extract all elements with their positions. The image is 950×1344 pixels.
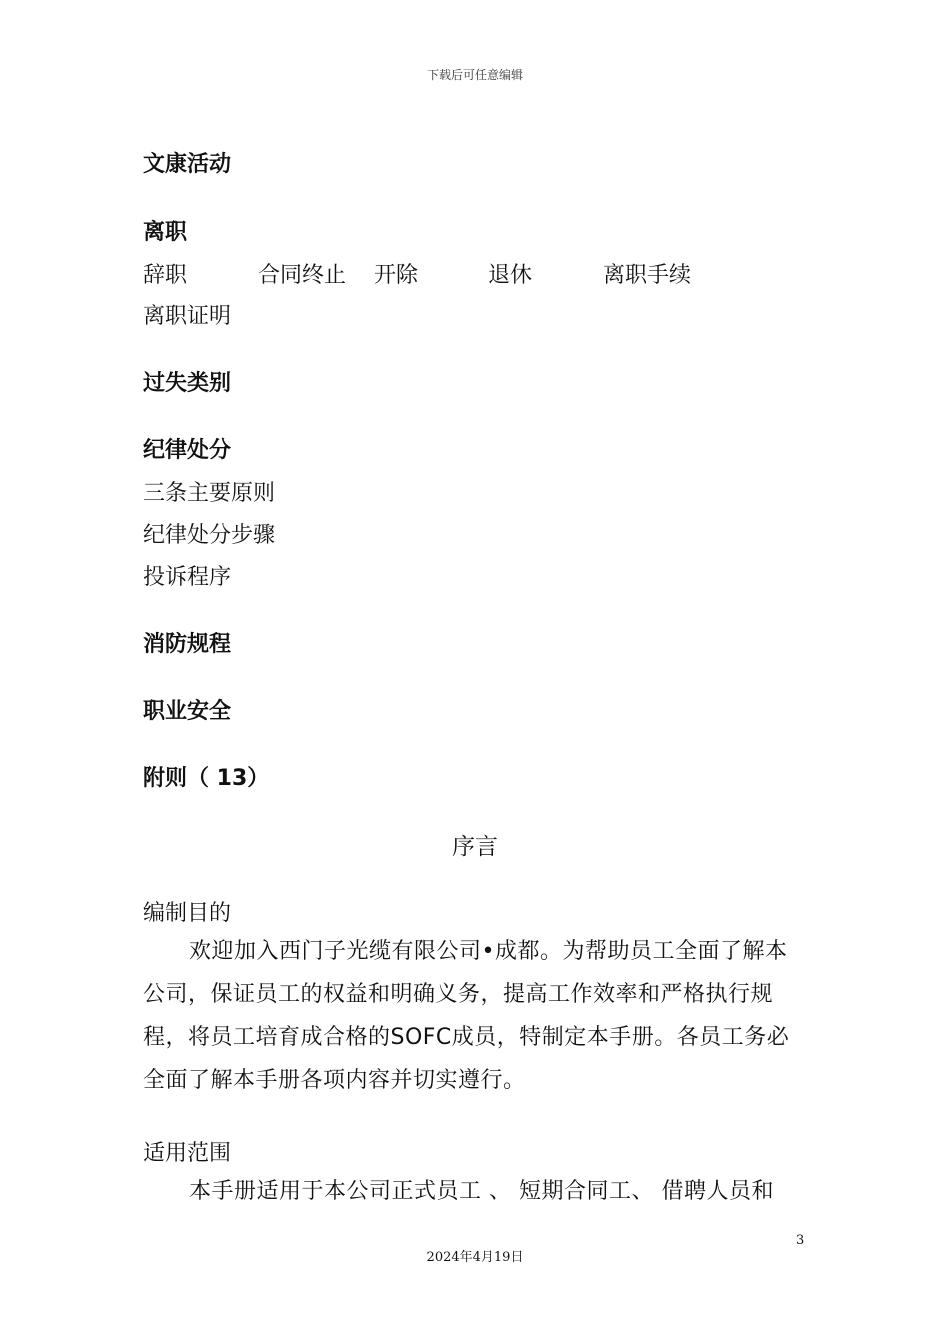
toc-item-yuanze: 三条主要原则: [143, 481, 276, 506]
toc-heading-wenkang: 文康活动: [143, 152, 232, 177]
toc-item-kaichu: 开除: [374, 263, 419, 288]
page-number: 3: [796, 1233, 805, 1248]
toc-item-tuixiu: 退休: [488, 263, 533, 288]
purpose-paragraph: 欢迎加入西门子光缆有限公司•成都。为帮助员工全面了解本公司，保证员工的权益和明确义务，提高工作效率和严格执行规程，将员工培育成合格的SOFC成员，特制定本手册。各员工务必全面了解本手册各项内容并切实遵行。: [143, 939, 790, 1093]
scope-heading: 适用范围: [143, 1141, 232, 1166]
toc-heading-guoshi: 过失类别: [143, 371, 232, 396]
scope-paragraph: 本手册适用于本公司正式员工 、 短期合同工、 借聘人员和: [189, 1179, 774, 1204]
toc-item-buzhou: 纪律处分步骤: [143, 523, 276, 548]
purpose-heading: 编制目的: [143, 901, 232, 926]
toc-item-lizhi-shouxu: 离职手续: [603, 263, 692, 288]
preface-title: 序言: [452, 834, 498, 860]
header-note: 下载后可任意编辑: [426, 68, 523, 82]
toc-item-tousu: 投诉程序: [143, 565, 232, 590]
footer-date: 2024年4月19日: [426, 1250, 524, 1265]
toc-item-cizhi: 辞职: [143, 263, 188, 288]
toc-heading-fuze: 附则（ 13）: [143, 766, 270, 791]
toc-item-hetong: 合同终止: [258, 263, 347, 288]
toc-item-lizhi-zhengming: 离职证明: [143, 304, 232, 329]
toc-heading-xiaofang: 消防规程: [143, 632, 232, 657]
toc-heading-jilv: 纪律处分: [143, 438, 232, 463]
toc-heading-zhiye: 职业安全: [143, 699, 232, 724]
toc-heading-lizhi: 离职: [143, 220, 188, 245]
